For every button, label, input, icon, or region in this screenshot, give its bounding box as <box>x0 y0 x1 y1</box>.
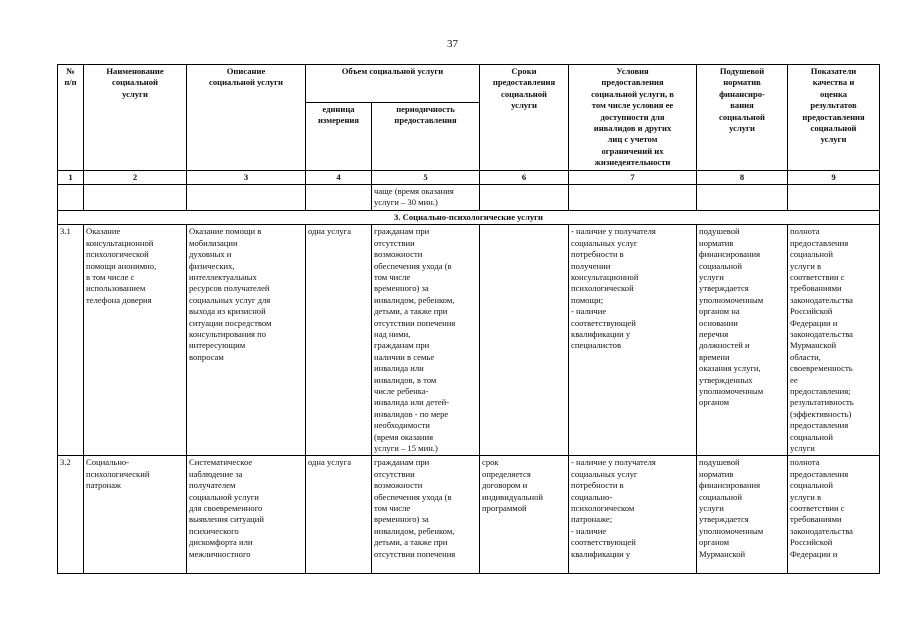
service-terms <box>480 225 569 456</box>
column-number: 7 <box>569 170 697 184</box>
service-terms: срок определяется договором и индивидуальной программой <box>480 456 569 574</box>
row-number: 3.1 <box>58 225 84 456</box>
table-row <box>58 456 880 574</box>
header-norm: Подушевой норматив финансиро- вания социальной услуги <box>697 65 788 171</box>
service-conditions: - наличие у получателя социальных услуг потребности в получении консультационной психологической помощи; - наличие соответствующей квалификации у специалистов <box>569 225 697 456</box>
column-number: 5 <box>372 170 480 184</box>
header-terms: Сроки предоставления социальной услуги <box>480 65 569 171</box>
service-unit: одна услуга <box>306 456 372 574</box>
service-norm: подушевой норматив финансирования социальной услуги утверждается уполномоченным органом на основании перечня должностей и времени оказания услуги, утвержденных уполномоченным органом <box>697 225 788 456</box>
continuation-row <box>58 185 880 211</box>
service-norm: подушевой норматив финансирования социальной услуги утверждается уполномоченным органом Мурманской <box>697 456 788 574</box>
section-title: 3. Социально-психологические услуги <box>58 210 880 224</box>
service-description: Систематическое наблюдение за получателем социальной услуги для своевременного выявления ситуаций психического дискомфорта или межличностного <box>187 456 306 574</box>
column-number: 6 <box>480 170 569 184</box>
service-quality: полнота предоставления социальной услуги в соответствии с требованиями законодательства Российской Федерации и законодательства Мурманской области, своевременность ее предоставления; результативность (эффективность) предоставления социальной услуги <box>788 225 880 456</box>
header-row-1 <box>58 65 880 103</box>
header-conditions: Условия предоставления социальной услуги, в том числе условия ее доступности для инвалидов и других лиц с учетом ограничений их жизнедеятельности <box>569 65 697 171</box>
row-number: 3.2 <box>58 456 84 574</box>
column-number: 3 <box>187 170 306 184</box>
header-unit: единица измерения <box>306 102 372 170</box>
services-table <box>57 64 880 574</box>
header-num: № п/п <box>58 65 84 171</box>
column-number: 1 <box>58 170 84 184</box>
service-periodicity: гражданам при отсутствии возможности обеспечения ухода (в том числе временного) за инвалидом, ребенком, детьми, а также при отсутствии попечения над ними, гражданам при наличии в семье инвалида или инвалидов, в том числе ребенка- инвалида или детей- инвалидов - по мере необходимости (время оказания услуги – 15 мин.) <box>372 225 480 456</box>
column-number: 8 <box>697 170 788 184</box>
service-unit: одна услуга <box>306 225 372 456</box>
column-number: 9 <box>788 170 880 184</box>
column-number: 4 <box>306 170 372 184</box>
service-periodicity: гражданам при отсутствии возможности обеспечения ухода (в том числе временного) за инвалидом, ребенком, детьми, а также при отсутствии попечения <box>372 456 480 574</box>
column-numbers-row <box>58 170 880 184</box>
table-row <box>58 225 880 456</box>
continuation-periodicity: чаще (время оказания услуги – 30 мин.) <box>372 185 480 211</box>
header-quality: Показатели качества и оценка результатов предоставления социальной услуги <box>788 65 880 171</box>
service-description: Оказание помощи в мобилизации духовных и физических, интеллектуальных ресурсов получателей социальных услуг для выхода из кризисной ситуации посредством консультирования по интересующим вопросам <box>187 225 306 456</box>
service-conditions: - наличие у получателя социальных услуг потребности в социально- психологическом патронаже; - наличие соответствующей квалификации у <box>569 456 697 574</box>
service-quality: полнота предоставления социальной услуги в соответствии с требованиями законодательства Российской Федерации и <box>788 456 880 574</box>
section-row <box>58 210 880 224</box>
header-volume: Объем социальной услуги <box>306 65 480 103</box>
header-description: Описание социальной услуги <box>187 65 306 171</box>
column-number: 2 <box>84 170 187 184</box>
service-name: Социально- психологический патронаж <box>84 456 187 574</box>
header-name: Наименование социальной услуги <box>84 65 187 171</box>
page-number: 37 <box>447 38 458 50</box>
header-periodicity: периодичность предоставления <box>372 102 480 170</box>
service-name: Оказание консультационной психологической помощи анонимно, в том числе с использованием телефона доверия <box>84 225 187 456</box>
